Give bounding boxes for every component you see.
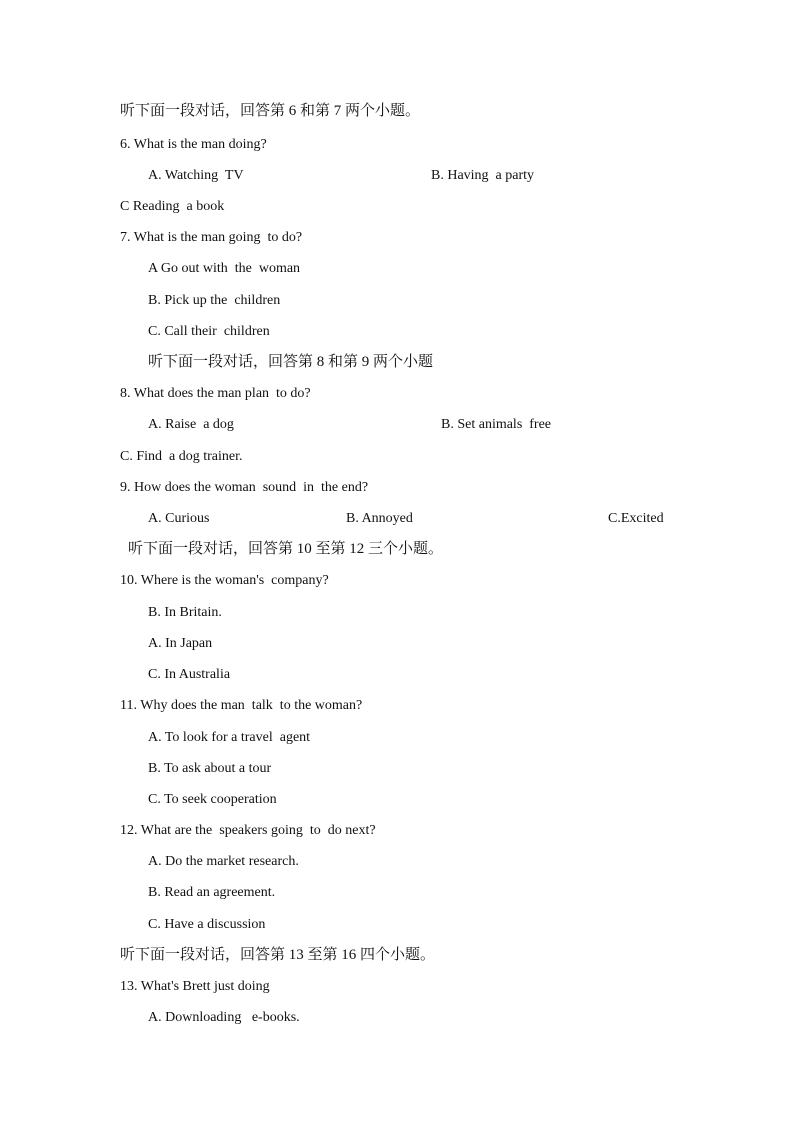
q11-option-b: B. To ask about a tour <box>148 761 272 776</box>
q12-option-a: A. Do the market research. <box>148 854 299 869</box>
question-7: 7. What is the man going to do? <box>120 230 303 245</box>
section-heading-q13-16: 听下面一段对话，回答第 13 至第 16 四个小题。 <box>120 947 436 963</box>
q11-option-c: C. To seek cooperation <box>148 792 277 807</box>
question-10: 10. Where is the woman's company? <box>120 573 329 588</box>
q6-option-a: A. Watching TV <box>148 168 244 183</box>
question-6: 6. What is the man doing? <box>120 137 267 152</box>
q9-option-c: C.Excited <box>608 511 664 526</box>
q7-option-a: A Go out with the woman <box>148 261 301 276</box>
q11-option-a: A. To look for a travel agent <box>148 730 311 745</box>
q7-option-c: C. Call their children <box>148 324 270 339</box>
section-heading-q8-9: 听下面一段对话，回答第 8 和第 9 两个小题 <box>148 354 434 370</box>
question-9: 9. How does the woman sound in the end? <box>120 480 369 495</box>
q8-option-a: A. Raise a dog <box>148 417 234 432</box>
question-13: 13. What's Brett just doing <box>120 979 270 994</box>
q10-option-2: A. In Japan <box>148 636 213 651</box>
q8-option-c: C. Find a dog trainer. <box>120 449 243 464</box>
q12-option-c: C. Have a discussion <box>148 917 266 932</box>
question-12: 12. What are the speakers going to do next? <box>120 823 376 838</box>
q9-option-a: A. Curious <box>148 511 210 526</box>
q6-option-b: B. Having a party <box>431 168 535 183</box>
question-11: 11. Why does the man talk to the woman? <box>120 698 363 713</box>
section-heading-q10-12: 听下面一段对话，回答第 10 至第 12 三个小题。 <box>128 541 444 557</box>
q8-option-b: B. Set animals free <box>441 417 552 432</box>
q7-option-b: B. Pick up the children <box>148 293 281 308</box>
q10-option-3: C. In Australia <box>148 667 231 682</box>
section-heading-q6-7: 听下面一段对话，回答第 6 和第 7 两个小题。 <box>120 103 421 119</box>
q9-option-b: B. Annoyed <box>346 511 413 526</box>
q12-option-b: B. Read an agreement. <box>148 885 276 900</box>
question-8: 8. What does the man plan to do? <box>120 386 311 401</box>
q6-option-c: C Reading a book <box>120 199 225 214</box>
q13-option-a: A. Downloading e-books. <box>148 1010 300 1025</box>
q10-option-1: B. In Britain. <box>148 605 222 620</box>
